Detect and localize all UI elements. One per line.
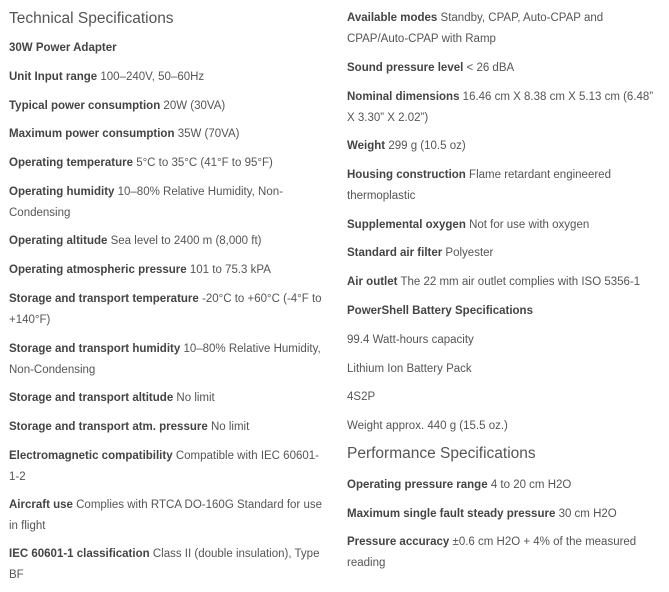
spec-label: Housing construction <box>347 169 466 181</box>
spec-value: -20°C to +60°C (-4°F to +140°F) <box>9 293 322 326</box>
spec-label: Operating altitude <box>9 235 108 247</box>
spec-item <box>347 272 640 293</box>
spec-value: Compatible with IEC 60601-1-2 <box>9 450 319 483</box>
spec-value: 10–80% Relative Humidity, Non-Condensing <box>9 343 321 376</box>
spec-value: Weight approx. 440 g (15.5 oz.) <box>347 420 508 432</box>
spec-item <box>9 67 204 88</box>
spec-value: Complies with RTCA DO-160G Standard for use in flight <box>9 499 322 532</box>
spec-item <box>347 387 375 408</box>
spec-label: Storage and transport humidity <box>9 343 181 355</box>
spec-value: No limit <box>176 392 215 404</box>
spec-label: Electromagnetic compatibility <box>9 450 173 462</box>
spec-item <box>347 87 657 128</box>
spec-item <box>9 96 225 117</box>
spec-value: Standby, CPAP, Auto-CPAP and CPAP/Auto-CPAP with Ramp <box>347 12 604 45</box>
spec-label: 30W Power Adapter <box>9 42 117 54</box>
spec-value: The 22 mm air outlet complies with ISO 5356-1 <box>400 276 641 288</box>
spec-label: Pressure accuracy <box>347 536 450 548</box>
spec-label: Operating atmospheric pressure <box>9 264 187 276</box>
spec-item <box>347 416 508 437</box>
spec-label: Supplemental oxygen <box>347 219 466 231</box>
spec-item <box>9 124 239 145</box>
spec-label: Unit Input range <box>9 71 98 83</box>
spec-value: 10–80% Relative Humidity, Non-Condensing <box>9 186 283 219</box>
spec-label: Sound pressure level <box>347 62 464 74</box>
spec-label: Weight <box>347 140 386 152</box>
spec-value: Flame retardant engineered thermoplastic <box>347 169 611 202</box>
spec-label: Standard air filter <box>347 247 443 259</box>
spec-item <box>347 359 472 380</box>
spec-label: Aircraft use <box>9 499 73 511</box>
spec-value: No limit <box>210 421 250 433</box>
spec-label: Operating pressure range <box>347 479 488 491</box>
spec-value: 16.46 cm X 8.38 cm X 5.13 cm (6.48” X 3.30” X 2.02”) <box>347 91 654 124</box>
spec-value: 100–240V, 50–60Hz <box>100 71 205 83</box>
spec-item <box>9 446 329 487</box>
spec-item <box>347 215 589 236</box>
spec-item <box>9 289 329 330</box>
spec-label: Operating humidity <box>9 186 115 198</box>
spec-value: 30 cm H2O <box>558 508 617 520</box>
spec-item <box>9 388 215 409</box>
spec-value: 5°C to 35°C (41°F to 95°F) <box>136 157 273 169</box>
spec-item <box>9 38 117 59</box>
spec-label: PowerShell Battery Specifications <box>347 305 533 317</box>
right-column <box>338 0 669 592</box>
spec-label: Storage and transport altitude <box>9 392 174 404</box>
spec-item <box>347 243 493 264</box>
spec-item <box>347 475 571 496</box>
spec-value: Class II (double insulation), Type BF <box>9 548 320 581</box>
spec-label: Air outlet <box>347 276 398 288</box>
spec-value: Not for use with oxygen <box>469 219 590 231</box>
spec-value: 4S2P <box>347 391 376 403</box>
technical-specifications-heading: Technical Specifications <box>9 10 174 27</box>
spec-value: 4 to 20 cm H2O <box>490 479 572 491</box>
spec-label: Nominal dimensions <box>347 91 460 103</box>
spec-item <box>347 532 657 573</box>
spec-item <box>347 301 533 322</box>
spec-label: Maximum single fault steady pressure <box>347 508 556 520</box>
spec-value: < 26 dBA <box>466 62 515 74</box>
spec-item <box>9 153 273 174</box>
spec-label: Available modes <box>347 12 438 24</box>
spec-item <box>347 58 514 79</box>
spec-item <box>9 544 329 585</box>
spec-value: 99.4 Watt-hours capacity <box>347 334 474 346</box>
spec-item <box>9 231 261 252</box>
spec-value: 101 to 75.3 kPA <box>189 264 271 276</box>
spec-label: Storage and transport temperature <box>9 293 199 305</box>
spec-item <box>9 182 329 223</box>
spec-value: Lithium Ion Battery Pack <box>347 363 472 375</box>
spec-item <box>347 136 466 157</box>
spec-item <box>347 504 617 525</box>
spec-item <box>347 165 657 206</box>
spec-label: Operating temperature <box>9 157 133 169</box>
spec-label: Maximum power consumption <box>9 128 175 140</box>
spec-item <box>9 495 329 536</box>
spec-item <box>347 330 474 351</box>
spec-value: 35W (70VA) <box>177 128 240 140</box>
spec-label: Storage and transport atm. pressure <box>9 421 208 433</box>
spec-value: Polyester <box>445 247 494 259</box>
performance-specifications-heading: Performance Specifications <box>347 445 536 462</box>
spec-value: ±0.6 cm H2O + 4% of the measured reading <box>347 536 637 569</box>
spec-value: 20W (30VA) <box>163 100 226 112</box>
spec-item <box>9 339 329 380</box>
spec-item <box>9 417 249 438</box>
spec-value: Sea level to 2400 m (8,000 ft) <box>110 235 262 247</box>
spec-label: IEC 60601-1 classification <box>9 548 150 560</box>
spec-value: 299 g (10.5 oz) <box>388 140 466 152</box>
spec-label: Typical power consumption <box>9 100 161 112</box>
spec-item <box>9 260 271 281</box>
spec-item <box>347 8 657 49</box>
